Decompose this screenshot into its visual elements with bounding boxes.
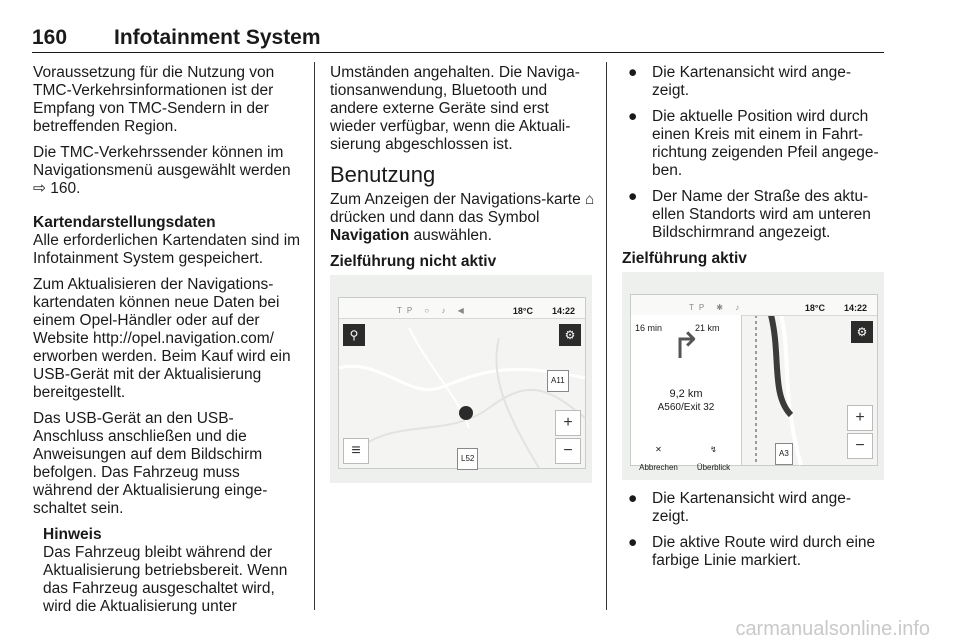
column-2 — [330, 64, 595, 493]
gear-icon[interactable]: ⚙ — [559, 324, 581, 346]
temperature: 18°C — [804, 303, 825, 313]
paragraph — [33, 144, 303, 198]
page-number: 160 — [32, 26, 68, 49]
paragraph: Das USB-Gerät an den USB-Anschluss anschließen und die Anweisungen auf dem Bildschirm befolgen. Das Fahrzeug muss während der Aktualisierung einge-schaltet sein. — [33, 410, 268, 517]
column-divider — [314, 62, 315, 610]
status-icons: TP ○ ♪ ◀ — [397, 306, 469, 315]
section-heading: Benutzung — [330, 162, 436, 187]
overview-button[interactable] — [686, 441, 741, 477]
temperature: 18°C — [512, 306, 533, 316]
list-item-text: Die Kartenansicht wird ange-zeigt. — [652, 490, 852, 525]
list-item: ● Die aktuelle Position wird durch einen Kreis mit einem in Fahrt-richtung zeigenden Pfeil angege-ben. — [628, 108, 879, 179]
page-title: Infotainment System — [114, 26, 321, 49]
eta: 16 min — [635, 323, 663, 333]
zoom-out-button[interactable]: − — [555, 438, 581, 464]
watermark-text: carmanualsonline.info — [735, 618, 930, 640]
road-label: A11 — [547, 370, 569, 392]
cancel-label: Abbrechen — [639, 463, 678, 472]
zoom-in-button[interactable]: + — [847, 405, 873, 431]
note-box — [33, 526, 303, 616]
zoom-out-button[interactable]: − — [847, 433, 873, 459]
turn-arrow-icon: ↱ — [671, 325, 702, 366]
paragraph-text: drücken und dann das Symbol — [330, 209, 540, 226]
paragraph: Alle erforderlichen Kartendaten sind im Infotainment System gespeichert. — [33, 232, 301, 267]
column-1 — [33, 64, 303, 616]
home-icon: ⌂ — [585, 191, 595, 208]
list-item-text: Die aktive Route wird durch eine farbige Linie markiert. — [652, 534, 876, 569]
paragraph: Zum Aktualisieren der Navigations-kartendaten können neue Daten bei einem Opel-Händler oder auf der Website http://opel.navigation.com/ erworben werden. Beim Kauf wird ein USB-Gerät mit der Aktualisierung bereitgestellt. — [33, 276, 291, 401]
maneuver-distance: 9,2 km — [669, 388, 703, 400]
search-icon[interactable]: ⚲ — [343, 324, 365, 346]
list-item-text: Die Kartenansicht wird ange-zeigt. — [652, 64, 852, 99]
paragraph-text: Zum Anzeigen der Navigations-karte — [330, 191, 581, 208]
map-screen — [630, 294, 878, 472]
page-header — [32, 24, 884, 54]
exit-label: A560/Exit 32 — [657, 402, 715, 413]
list-item: ● Die Kartenansicht wird ange-zeigt. — [628, 64, 852, 99]
vehicle-position-icon — [459, 406, 473, 420]
note-title: Hinweis — [43, 526, 102, 543]
paragraph — [330, 191, 595, 245]
menu-icon[interactable]: ≡ — [343, 438, 369, 464]
status-bar — [339, 298, 585, 319]
screenshot-map-no-guidance — [330, 275, 592, 483]
status-bar — [631, 295, 877, 316]
map-screen — [338, 297, 586, 469]
note-text: Das Fahrzeug bleibt während der Aktualisierung betriebsbereit. Wenn das Fahrzeug ausgeschaltet wird, wird die Aktualisierung unter — [43, 544, 288, 615]
page-reference-link[interactable]: ⇨ 160. — [33, 180, 81, 197]
subheading: Kartendarstellungsdaten — [33, 214, 216, 231]
watermark — [0, 618, 960, 641]
gear-icon[interactable]: ⚙ — [851, 321, 873, 343]
list-item-text: Der Name der Straße des aktu-ellen Standorts wird am unteren Bildschirmrand angezeigt. — [652, 188, 871, 241]
clock: 14:22 — [551, 306, 575, 316]
total-distance: 21 km — [695, 323, 720, 333]
status-icons: TP ✱ ♪ — [689, 303, 745, 312]
clock: 14:22 — [843, 303, 867, 313]
navigation-label: Navigation — [330, 227, 410, 244]
header-rule — [32, 52, 884, 53]
guidance-panel — [631, 315, 742, 472]
overview-label: Überblick — [696, 463, 731, 472]
paragraph-text: auswählen. — [413, 227, 492, 244]
road-label: A3 — [775, 443, 793, 465]
paragraph: Voraussetzung für die Nutzung von TMC-Verkehrsinformationen ist der Empfang von TMC-Sendern in der betreffenden Region. — [33, 64, 275, 135]
zoom-in-button[interactable]: + — [555, 410, 581, 436]
subheading: Zielführung aktiv — [622, 250, 747, 267]
list-item: ● Die aktive Route wird durch eine farbige Linie markiert. — [628, 534, 876, 569]
screenshot-map-guidance — [622, 272, 884, 480]
route-icon: ↯ — [710, 445, 717, 454]
list-item-text: Die aktuelle Position wird durch einen Kreis mit einem in Fahrt-richtung zeigenden Pfeil angege-ben. — [652, 108, 879, 179]
list-item: ● Der Name der Straße des aktu-ellen Standorts wird am unteren Bildschirmrand angezeigt. — [628, 188, 871, 241]
paragraph-text: Die TMC-Verkehrssender können im Navigationsmenü ausgewählt werden — [33, 144, 291, 179]
paragraph: Umständen angehalten. Die Naviga-tionsanwendung, Bluetooth und andere externe Geräte sind erst wieder verfügbar, wenn die Aktuali-sierung abgeschlossen ist. — [330, 64, 580, 153]
close-icon: ✕ — [655, 445, 662, 454]
column-3 — [622, 64, 887, 578]
cancel-button[interactable] — [631, 441, 686, 477]
subheading: Zielführung nicht aktiv — [330, 253, 497, 270]
list-item: ● Die Kartenansicht wird ange-zeigt. — [628, 490, 852, 525]
column-divider — [606, 62, 607, 610]
road-label: L52 — [457, 448, 478, 470]
